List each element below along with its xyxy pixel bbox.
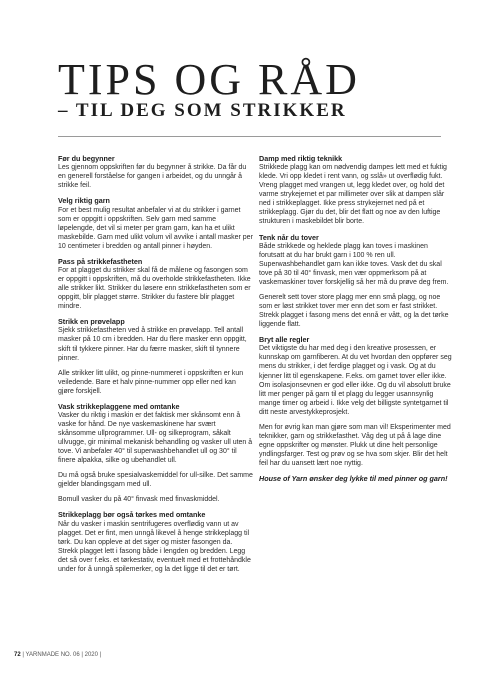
right-column	[259, 154, 454, 483]
left-column	[58, 154, 253, 580]
section-choose-yarn	[58, 196, 253, 250]
section-before-you-start	[58, 154, 253, 190]
section-gauge	[58, 257, 253, 311]
section-paragraph: Generelt sett tover store plagg mer enn små plagg, og noe som er løst strikket tover mer enn det som er fast strikket. Strekk plagget i fasong mens det ennå er vått, og la det tørke liggende flatt.	[259, 293, 449, 329]
section-washing	[58, 402, 253, 505]
section-paragraph: Det viktigste du har med deg i den kreative prosessen, er kunnskap om garnfiberen. At du vet hvordan den oppfører seg mens du strikker, i det ferdige plagget og i vask. Og at du kjenner litt til egenskapene. F.eks. om garnet tover eller ikke. Om isolasjonsevnen er god eller ikke. Og du vil absolutt bruke litt mer penger på garn til et plagg du legger usannsynlig mange timer og arbeid i. Ikke velg det billigste syntetgarnet til ditt neste arvestykkeprosjekt.	[259, 345, 452, 416]
section-paragraph: Bomull vasker du på 40° finvask med finvaskmiddel.	[58, 496, 220, 504]
section-paragraph: For at plagget du strikker skal få de målene og fasongen som er oppgitt i oppskriften, må du overholde strikkefastheten. Ikke alle strikker likt. Strikker du løsere enn strikkefastheten som er oppgitt, blir plagget større. Strikker du fastere blir plagget mindre.	[58, 266, 251, 311]
section-heading: Velg riktig garn	[58, 196, 110, 206]
section-paragraph: Sjekk strikkefastheten ved å strikke en prøvelapp. Tell antall masker på 10 cm i bredden. Har du flere masker enn oppgitt, skift til tykkere pinner. Har du færre masker, skift til tynnere pinner.	[58, 327, 247, 362]
section-paragraph: Vasker du riktig i maskin er det faktisk mer skånsomt enn å vaske for hånd. De nye vaskemaskinene har svært skånsomme ullprogrammer. Ull- og silkeprogram, såkalt ullvugge, gir minimal mekanisk behandling og vasker ull uten å tove. Vi anbefaler 40° til superwashbehandlet ull og 30° til finere alpakka, silke og ubehandlet ull.	[58, 411, 253, 465]
section-heading: Tenk når du tover	[259, 232, 319, 242]
page-title: TIPS OG RÅD	[58, 55, 360, 104]
section-heading: Før du begynner	[58, 154, 115, 163]
page-subtitle: – TIL DEG SOM STRIKKER	[58, 100, 347, 121]
section-heading: Strikk en prøvelapp	[58, 317, 125, 327]
closing-message: House of Yarn ønsker deg lykke til med pinner og garn!	[259, 473, 448, 483]
section-paragraph: Du må også bruke spesialvaskemiddel for ull-silke. Det samme gjelder blandingsgarn med ull.	[58, 472, 253, 489]
section-heading: Pass på strikkefastheten	[58, 256, 143, 266]
page-number: 72	[14, 652, 21, 658]
section-heading: Vask strikkeplaggene med omtanke	[58, 401, 180, 411]
section-paragraph: Både strikkede og heklede plagg kan toves i maskinen forutsatt at du har brukt garn i 100 % ren ull. Superwashbehandlet garn kan ikke toves. Vask det du skal tove på 30 til 40° finvask, men vær oppmerksom på at vaskemaskiner tover forskjellig så her må du prøve deg frem.	[259, 242, 449, 286]
section-paragraph: For et best mulig resultat anbefaler vi at du strikker i garnet som er oppgitt i oppskriften. Selv garn med samme løpelengde, det vil si meter per gram garn, kan ha et ulikt maskebilde. Garn med ulikt volum vil avvike i antall masker per 10 centimeter i bredden og antall pinner i høyden.	[58, 206, 253, 250]
section-steaming	[259, 154, 454, 227]
section-felting	[259, 233, 454, 330]
footer-text: | YARNMADE NO. 06 | 2020 |	[22, 652, 102, 658]
section-paragraph: Når du vasker i maskin sentrifugeres overflødig vann ut av plagget. Det er fint, men unngå likevel å henge strikkeplagg til tørk. Du kan oppleve at det siger og mister fasongen da. Strekk plagget lett i fasong både i lengden og bredden. Legg det så over f.eks. et tørkestativ, eventuelt med et frottehåndkle under for å unngå spilemerker, og la det ligge til det er tørt.	[58, 520, 251, 573]
section-paragraph: Les gjennom oppskriften før du begynner å strikke. Da får du en generell forståelse for gangen i arbeidet, og du unngår å strikke feil.	[58, 164, 247, 190]
page-footer	[14, 652, 101, 658]
section-heading: Strikkeplagg bør også tørkes med omtanke	[58, 510, 206, 520]
section-break-rules	[259, 335, 454, 468]
section-swatch	[58, 317, 253, 396]
section-paragraph: Alle strikker litt ulikt, og pinne-nummeret i oppskriften er kun veiledende. Bare et halv pinne-nummer opp eller ned kan gjøre forskjell.	[58, 369, 244, 395]
section-heading: Damp med riktig teknikk	[259, 154, 343, 163]
section-paragraph: Strikkede plagg kan om nødvendig dampes lett med et fuktig klede. Vri opp kledet i rent vann, og sslå» ut overflødig fukt. Vreng plagget med vrangen ut, legg kledet over, og hold det varme strykejernet et par millimeter over slik at dampen slår ned i strikkeplagget. Ikke press strykejernet ned på et strikkeplagg. Gjør du det, blir det flatt og noe av den luftige strukturen i maskebildet blir borte.	[259, 164, 447, 226]
section-paragraph: Men for øvrig kan man gjøre som man vil! Eksperimenter med teknikker, garn og strikkefasthet. Våg deg ut på å lage dine egne oppskrifter og mønster. Plukk ut dine helt personlige yndlingsfarger. Test og prøv og se hva som skjer. Blir det helt feil har du uansett lært noe nyttig.	[259, 423, 451, 467]
section-drying	[58, 510, 253, 573]
title-divider	[58, 136, 441, 137]
section-heading: Bryt alle regler	[259, 335, 310, 345]
